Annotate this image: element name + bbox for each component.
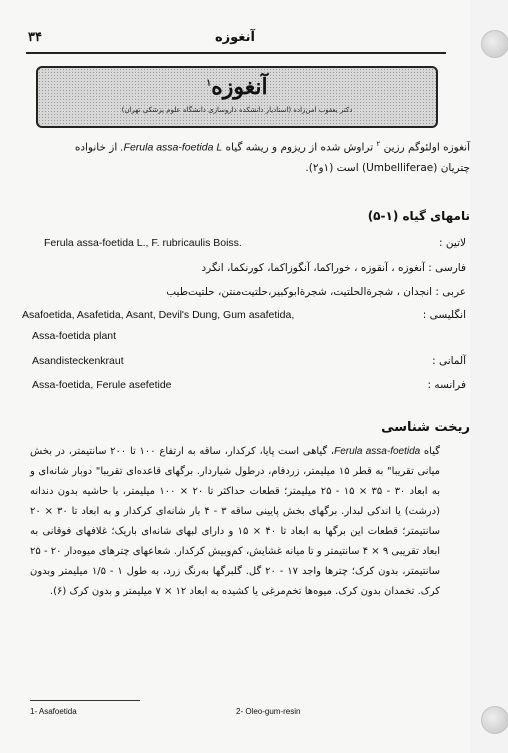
morph-text-rest: ، گیاهی است پایا، کرکدار، ساقه به ارتفاع ۱۰۰ تا ۲۰۰ سانتیمتر، در بخش میانی تقریبا" به قطر ۱۵ میلیمتر، زردفام، درطول شیاردار. برگهای قاعده‌ای تقریبا" دوبار شانه‌ای و به ابعاد ۳۰ - ۳۵ × ۱۵ - ۲۵ میلیمتر؛ قطعات حداکثر تا ۲۰ × ۱۰۰ میلیمتر، با حاشیه بدون دندانه (درشت) یا اندکی لبدار. برگهای بخش پایینی ساقه ۳ - ۴ بار شانه‌ای کرکدار و به ابعاد تا ۳۰ × ۲۰ سانتیمتر؛ قطعات این برگها به ابعاد تا ۴۰ × ۱۵ و دارای لبهای شانه‌ای باریک؛ غلافهای فوقانی به ابعاد تقریبی ۹ × ۴ سانتیمتر و تا میانه غشایش، کم‌وبیش کرکدار. شعاعهای چترهای میوه‌دار ۲۰ - ۲۵ سانتیمتر، بدون کرک؛ چترها واجد ۱۷ - ۲۰ گل. گلبرگها به‌رنگ زرد، به طول ۱ - ۱/۵ میلیمتر وبدون کرک. تخمدان بدون کرک. میوه‌ها تخم‌مرغی یا کشیده به ابعاد ۱۲ × ۷ میلیمتر و بدون کرک (۶). bbox=[30, 446, 441, 597]
morph-text-start: گیاه bbox=[420, 446, 440, 457]
author-line: دکتر یعقوب امن‌زاده (استادیار دانشکده داروسازی دانشگاه علوم پزشکی تهران) bbox=[121, 106, 353, 114]
intro-text-b: تراوش شده از ریزوم و ریشه گیاه bbox=[222, 141, 377, 154]
english-value-1: Asafoetida, Asafetida, Asant, Devil's Dung, Gum asafetida, bbox=[22, 309, 295, 321]
intro-text-c: از خانواده bbox=[74, 141, 121, 154]
intro-text-a: آنغوزه اولئوگم رزین bbox=[380, 141, 470, 154]
footnote-rule bbox=[30, 700, 140, 701]
intro-latin-name: Ferula assa-foetida L. bbox=[120, 141, 223, 154]
french-label: فرانسه : bbox=[427, 379, 466, 391]
french-value: Assa-foetida, Ferule asefetide bbox=[32, 379, 172, 391]
english-value-2: Assa-foetida plant bbox=[32, 330, 117, 342]
latin-value: Ferula assa-foetida L., F. rubricaulis Boiss. bbox=[44, 237, 242, 249]
arabic-names: عربی : انجدان ، شجرةالحلتیت، شجرةابوکبیر،حلتیت‌منتن، حلتیت‌طیب bbox=[166, 286, 466, 298]
morphology-paragraph bbox=[30, 442, 440, 602]
title-box bbox=[36, 66, 438, 128]
title-footnote-mark: ۱ bbox=[206, 78, 212, 89]
intro-line-1 bbox=[75, 140, 470, 154]
intro-line-2: چتریان (Umbelliferae) است (۱و۲). bbox=[305, 162, 470, 174]
footnote-1: 1- Asafoetida bbox=[30, 707, 77, 716]
morph-latin-name: Ferula assa-foetida bbox=[334, 446, 421, 457]
german-label: آلمانی : bbox=[432, 355, 466, 367]
latin-label: لاتین : bbox=[439, 237, 466, 249]
article-title bbox=[38, 74, 436, 100]
running-title: آنغوزه bbox=[215, 30, 255, 45]
page-number: ۳۴ bbox=[28, 30, 42, 45]
header-rule bbox=[26, 52, 446, 54]
article-title-text: آنغوزه bbox=[211, 74, 268, 100]
intro-footnote-mark: ۲ bbox=[376, 140, 381, 148]
morphology-heading: ریخت شناسی bbox=[381, 420, 470, 435]
german-value: Asandisteckenkraut bbox=[32, 355, 124, 367]
punch-hole-top bbox=[481, 30, 508, 58]
english-label: انگلیسی : bbox=[422, 309, 466, 321]
persian-names: فارسی : آنغوزه ، آنقوزه ، خوراکما، آنگوزاکما، کورنکما، انگرد bbox=[201, 262, 466, 274]
punch-hole-bottom bbox=[481, 706, 508, 734]
names-heading: نامهای گیاه (۱-۵) bbox=[367, 209, 470, 223]
footnote-2: 2- Oleo-gum-resin bbox=[236, 707, 301, 716]
